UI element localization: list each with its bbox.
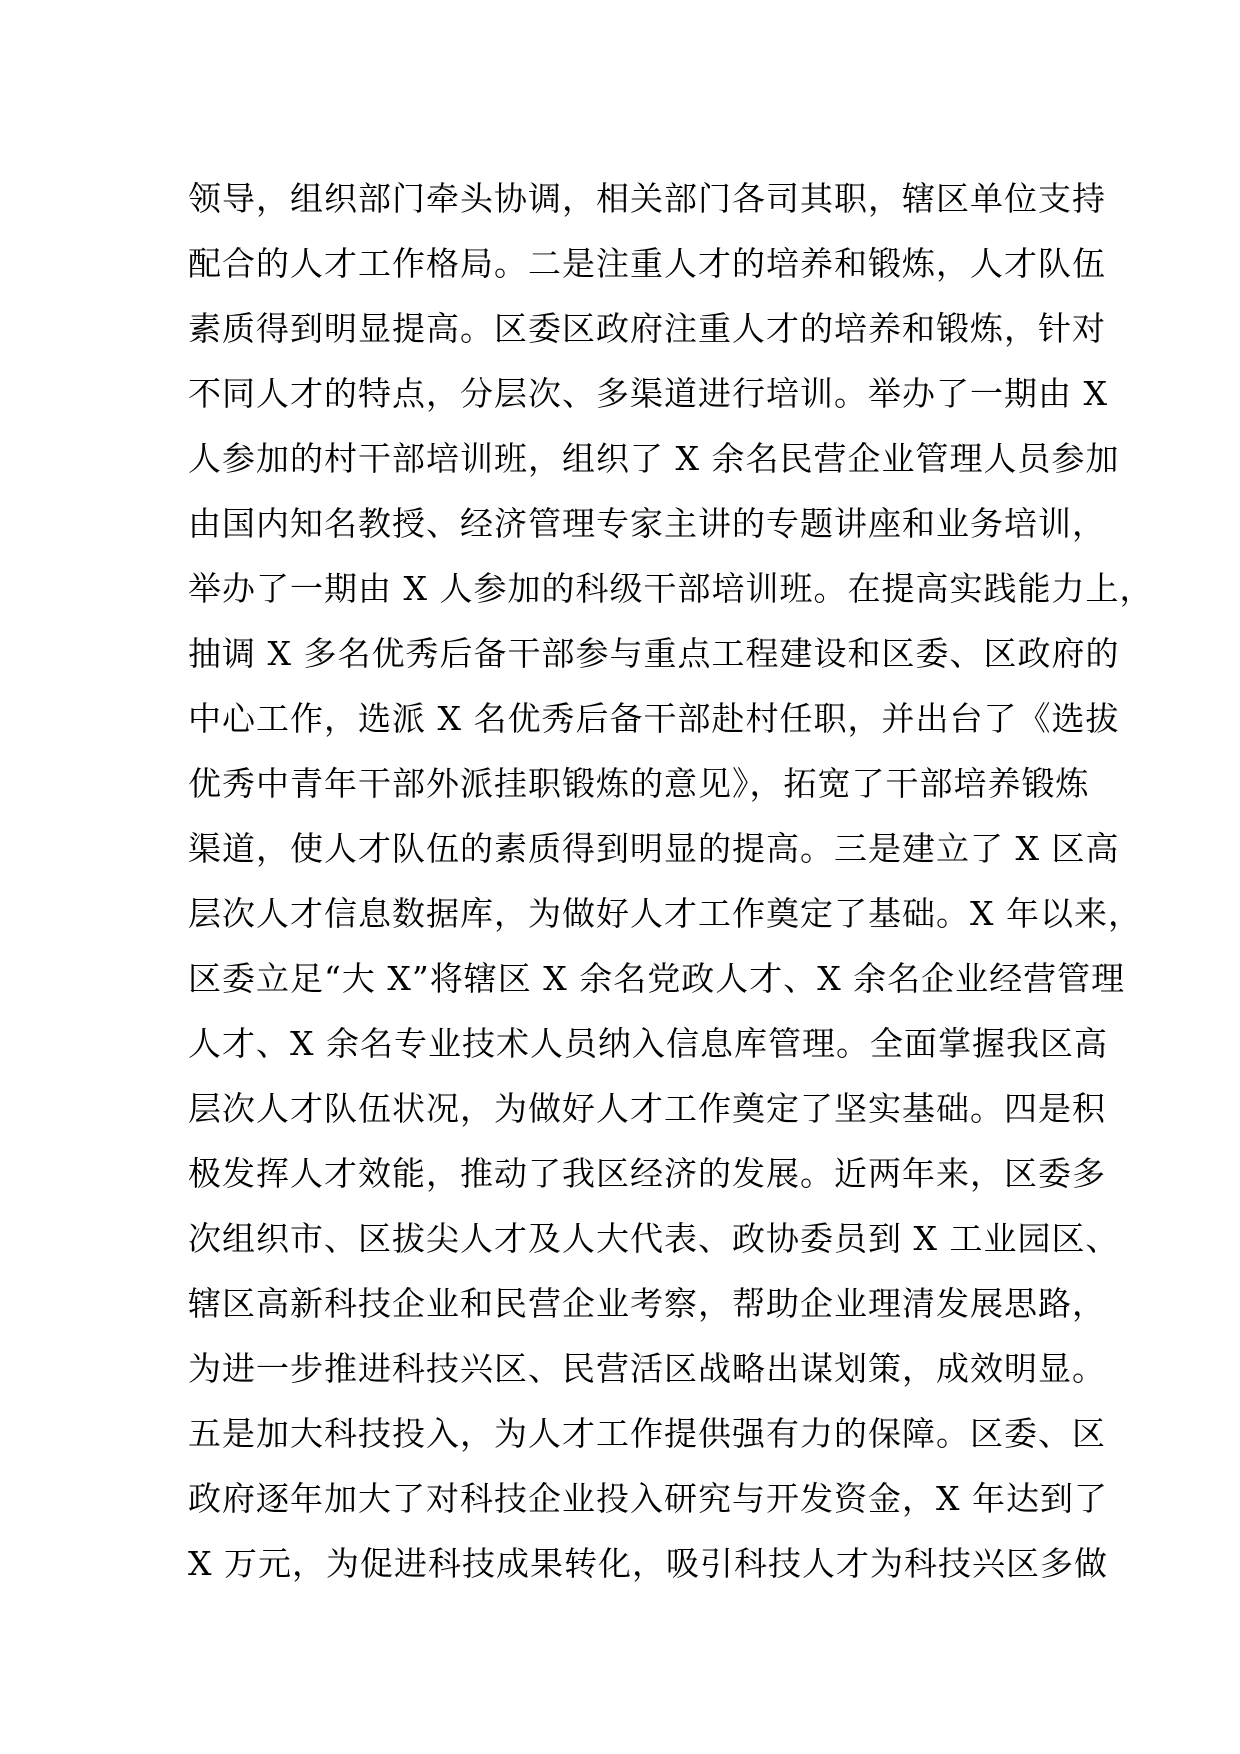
text-line: 领导，组织部门牵头协调，相关部门各司其职，辖区单位支持	[188, 179, 1106, 218]
text-line: X 万元，为促进科技成果转化，吸引科技人才为科技兴区多做	[188, 1544, 1108, 1583]
text-line: 渠道，使人才队伍的素质得到明显的提高。三是建立了 X 区高	[188, 829, 1120, 868]
text-line: 由国内知名教授、经济管理专家主讲的专题讲座和业务培训，	[188, 504, 1106, 543]
text-line: 层次人才信息数据库，为做好人才工作奠定了基础。X 年以来，	[188, 894, 1142, 933]
text-line: 极发挥人才效能，推动了我区经济的发展。近两年来，区委多	[188, 1154, 1106, 1193]
text-line: 中心工作，选派 X 名优秀后备干部赴村任职，并出台了《选拔	[188, 699, 1120, 738]
text-line: 不同人才的特点，分层次、多渠道进行培训。举办了一期由 X	[188, 374, 1108, 413]
text-line: 优秀中青年干部外派挂职锻炼的意见》，拓宽了干部培养锻炼	[188, 764, 1090, 803]
text-line: 配合的人才工作格局。二是注重人才的培养和锻炼，人才队伍	[188, 244, 1106, 283]
text-line: 人才、X 余名专业技术人员纳入信息库管理。全面掌握我区高	[188, 1024, 1108, 1063]
text-line: 举办了一期由 X 人参加的科级干部培训班。在提高实践能力上，	[188, 569, 1154, 608]
body-text	[188, 166, 1154, 1596]
text-line: 抽调 X 多名优秀后备干部参与重点工程建设和区委、区政府的	[188, 634, 1120, 673]
text-line: 五是加大科技投入，为人才工作提供强有力的保障。区委、区	[188, 1414, 1106, 1453]
text-line: 政府逐年加大了对科技企业投入研究与开发资金，X 年达到了	[188, 1479, 1108, 1518]
text-line: 辖区高新科技企业和民营企业考察，帮助企业理清发展思路，	[188, 1284, 1106, 1323]
text-line: 人参加的村干部培训班，组织了 X 余名民营企业管理人员参加	[188, 439, 1120, 478]
text-line: 为进一步推进科技兴区、民营活区战略出谋划策，成效明显。	[188, 1349, 1106, 1388]
text-line: 次组织市、区拔尖人才及人大代表、政协委员到 X 工业园区、	[188, 1219, 1120, 1258]
text-line: 层次人才队伍状况，为做好人才工作奠定了坚实基础。四是积	[188, 1089, 1106, 1128]
text-line: 素质得到明显提高。区委区政府注重人才的培养和锻炼，针对	[188, 309, 1106, 348]
text-line: 区委立足“大 X”将辖区 X 余名党政人才、X 余名企业经营管理	[188, 959, 1126, 998]
